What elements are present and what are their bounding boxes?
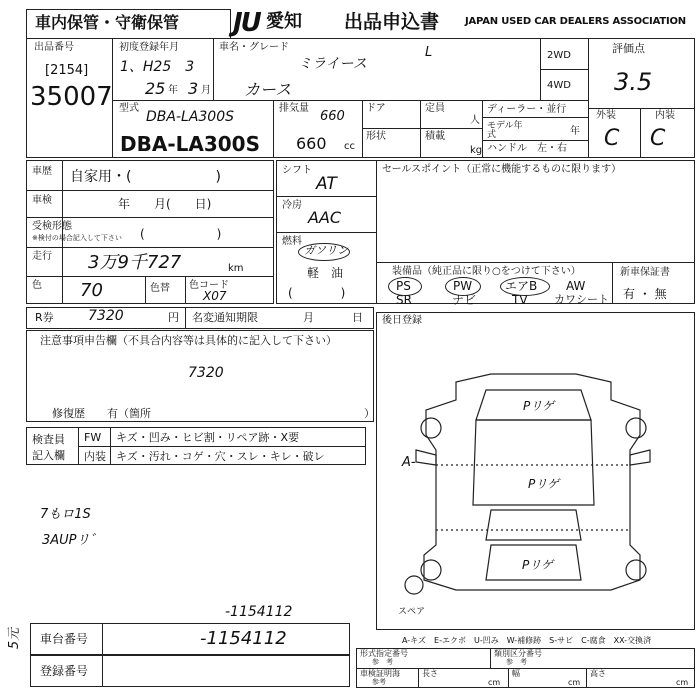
registration-era: 1、H25 3 [120,59,195,75]
cert-label: 車検証明海 [360,669,400,678]
notice-day: 日 [352,311,363,324]
class-ref-label: 類別区分番号 [494,649,542,658]
diagram-label-roof: Pリゲ [528,477,559,491]
registration-month: 3 [188,79,199,98]
margin-mark: 5元 [7,627,23,650]
damage-legend: A-キズ E-エクボ U-凹み W-補修跡 S-サビ C-腐食 XX-交換済 [402,636,652,645]
option-tv: TV [512,293,528,307]
exterior-grade: C [604,126,620,151]
fuel-paren: ( ) [288,286,346,300]
inspection-value: 年 月( 日) [118,197,212,211]
chassis-value: -1154112 [200,628,287,649]
model-mark: L [425,45,433,60]
form-ref-sub: 参 考 [372,658,393,666]
notes-handwritten: 7320 [188,365,224,381]
notice-label: 名変通知期限 [192,311,258,324]
cert-ref: 参考 [372,678,386,686]
drive-4wd: 4WD [547,80,571,91]
color-value: 70 [80,280,103,301]
door-label: ドア [366,103,386,114]
drive-2wd: 2WD [547,50,571,61]
registration-label: 初度登録年月 [119,42,179,53]
option-aw: AW [566,279,586,293]
sales-point-label: セールスポイント（正常に機能するものに限ります） [382,164,622,175]
inspection-label: 車検 [32,195,52,206]
diagram-side-mark: A- [402,455,416,470]
recycle-yen: 円 [168,311,179,324]
circle-airbag [500,277,550,296]
length-label: 長さ [422,669,438,678]
spare-label: スペア [398,607,426,617]
mileage-value: 3万9千727 [88,252,182,273]
dealer-label: ディーラー・並行 [487,104,567,115]
circle-pw [445,277,481,296]
model-name: ミライース [298,56,367,72]
color-code-label: 色コード [189,280,229,291]
form-ref-label: 形式指定番号 [360,649,408,658]
cc-unit: cc [344,141,355,152]
history-label: 車歴 [32,166,52,177]
registration-number-label: 登録番号 [40,664,89,678]
fuel-label: 燃料 [282,236,302,247]
recycle-label: R券 [35,311,54,324]
model-year-label: モデル年式 [487,121,523,140]
repair-label: 修復歴 有（箇所 [52,407,151,420]
height-label: 高さ [590,669,606,678]
interior-label: 内装 [655,110,675,121]
registration-month-unit: 月 [201,85,211,96]
warranty-value: 有 ・ 無 [623,287,667,301]
displacement: 660 [320,109,345,124]
option-sr: SR [396,293,412,307]
recycle-value: 7320 [88,308,124,324]
inspector-fw-text: キズ・凹み・ヒビ割・リペア跡・X要 [116,431,300,444]
acceptance-note: ※検付の場合記入して下さい [32,234,122,242]
storage-labels: 車内保管・守衛保管 [35,13,180,32]
shape-label: 形状 [366,131,386,142]
exterior-label: 外装 [596,110,616,121]
acceptance-label: 受検形態 [32,221,72,232]
persons-unit: 人 [470,115,480,126]
model-code-stamp: DBA-LA300S [120,132,260,156]
model-year-unit: 年 [570,126,580,137]
ac-value: AAC [308,208,342,227]
handle-label: ハンドル 左・右 [487,143,567,154]
inspector-note-1: 7もロ1S [40,507,91,522]
after-date-label: 後日登録 [382,315,422,326]
inspector-label-1: 検査員 [32,433,65,446]
acceptance-value: ( ) [140,227,222,241]
displacement-stamp: 660 [296,134,327,153]
notice-month: 月 [303,311,314,324]
model-code-label: 型式 [119,103,139,114]
model-code: DBA-LA300S [146,109,234,125]
lot-label: 出品番号 [34,42,74,53]
circle-ps [388,277,422,296]
shift-value: AT [316,174,337,194]
class-ref-sub: 参 考 [506,658,527,666]
interior-grade: C [650,126,666,151]
inspector-label-2: 記入欄 [32,449,65,462]
height-unit: cm [676,678,689,687]
inspector-note-2: 3AUPリ゛ [42,533,103,548]
displacement-label: 排気量 [279,103,309,114]
option-ps: PS [396,279,411,293]
width-unit: cm [568,678,581,687]
logo-region: 愛知 [266,11,302,32]
warranty-label: 新車保証書 [620,267,670,278]
repair-close: ） [364,407,375,420]
width-label: 幅 [512,669,520,678]
mileage-unit: km [228,263,244,274]
color-code-value: X07 [203,289,227,303]
inspector-interior-text: キズ・汚れ・コゲ・穴・スレ・キレ・破レ [116,450,325,463]
length-unit: cm [488,678,501,687]
capacity-label: 定員 [425,103,445,114]
association-name: JAPAN USED CAR DEALERS ASSOCIATION [465,16,686,27]
grade-score: 3.5 [614,68,653,96]
lot-code: [2154] [45,63,89,78]
chassis-over-note: -1154112 [225,604,293,620]
shift-label: シフト [282,165,312,176]
option-pw: PW [453,279,473,293]
kg-unit: kg [470,145,483,156]
ac-label: 冷房 [282,200,302,211]
option-airbag: エアB [505,279,538,293]
option-seat: カワシート [554,293,609,306]
inspector-interior-tag: 内装 [84,450,106,463]
inspector-fw-tag: FW [84,431,102,444]
options-label: 装備品（純正品に限り○をつけて下さい） [392,266,581,277]
registration-year: 25 [145,79,166,98]
fuel-alt: 軽 油 [307,266,344,280]
color-label: 色 [32,280,42,291]
color-swap-label: 色替 [150,283,170,294]
diagram-label-hood: Pリゲ [523,399,554,413]
load-label: 積載 [425,131,445,142]
model-label: 車名・グレード [219,42,289,53]
option-navi: ナビ [452,293,477,307]
notes-label: 注意事項申告欄（不具合内容等は具体的に記入して下さい） [40,334,337,347]
form-title: 出品申込書 [344,11,440,33]
history-value: 自家用・( ) [70,169,221,185]
mileage-label: 走行 [32,251,52,262]
fuel-value: ガソリン [304,244,348,257]
diagram-label-trunk: Pリゲ [522,558,553,572]
registration-year-unit: 年 [168,85,178,96]
grade-label: 評価点 [612,42,645,55]
chassis-label: 車台番号 [40,632,89,646]
lot-number: 35007 [30,82,113,112]
ju-logo: JU [233,8,260,38]
model-grade: カース [244,80,292,99]
